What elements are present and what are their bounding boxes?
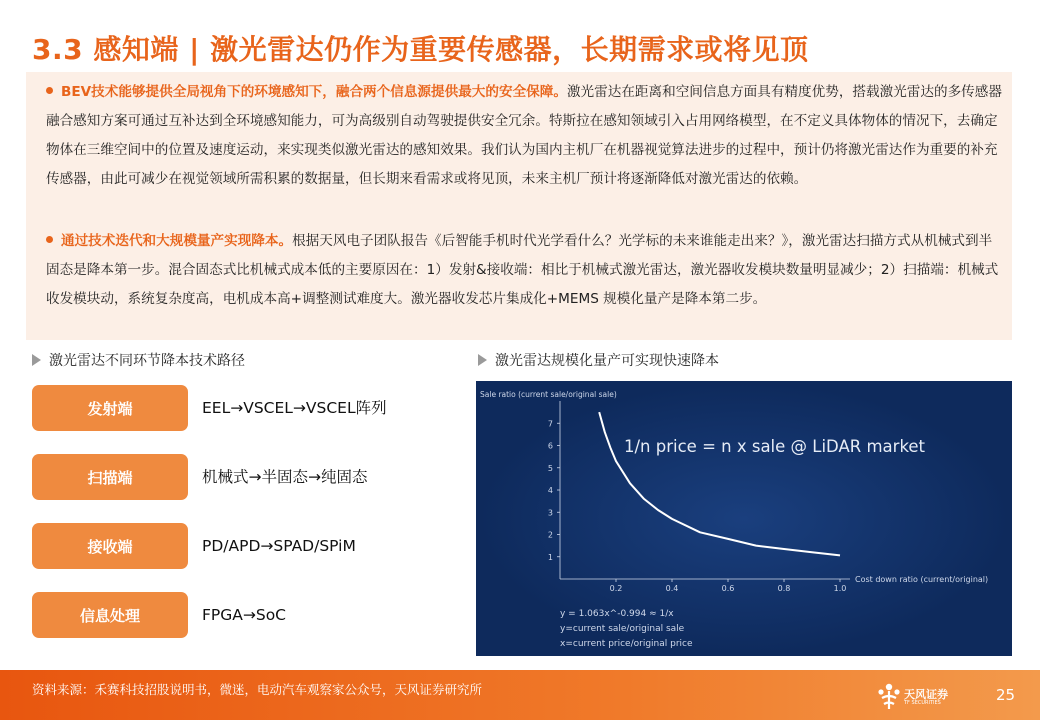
x-tick-label: 0.2 <box>609 584 623 593</box>
x-tick-label: 1.0 <box>833 584 847 593</box>
stage-path: PD/APD→SPAD/SPiM <box>202 537 356 555</box>
formula-line: x=current price/original price <box>560 639 693 649</box>
stage-label: 发射端 <box>32 385 188 431</box>
triangle-bullet-icon <box>478 354 487 366</box>
y-tick-label: 3 <box>547 508 553 518</box>
stage-row-processing <box>32 592 432 638</box>
y-tick-label: 2 <box>547 530 553 540</box>
stage-row-scanner <box>32 454 432 500</box>
bullet-dot <box>46 87 53 94</box>
chart-svg <box>476 381 1012 656</box>
series-line <box>599 412 840 555</box>
right-section-label-text: 激光雷达规模化量产可实现快速降本 <box>495 353 719 369</box>
stage-label: 扫描端 <box>32 454 188 500</box>
y-tick-label: 7 <box>547 419 553 429</box>
logo-text: 天风证券 <box>904 688 948 701</box>
tf-securities-logo <box>876 678 972 714</box>
y-tick-label: 5 <box>547 463 553 473</box>
logo-mark-icon <box>876 681 902 711</box>
y-tick-label: 1 <box>547 552 553 562</box>
paragraph-bev <box>46 78 1002 194</box>
chart-annotation: 1/n price = n x sale @ LiDAR market <box>624 437 926 456</box>
logo-subtext: TF SECURITIES <box>904 700 941 706</box>
bullet-dot <box>46 236 53 243</box>
stage-path: EEL→VSCEL→VSCEL阵列 <box>202 399 387 417</box>
stage-label: 接收端 <box>32 523 188 569</box>
y-tick-label: 4 <box>547 486 553 495</box>
source-note: 资料来源：禾赛科技招股说明书，微迷，电动汽车观察家公众号，天风证券研究所 <box>32 682 483 697</box>
y-tick-label: 6 <box>547 441 553 451</box>
footer-bar <box>0 670 1040 720</box>
paragraph-cost-down <box>46 227 1002 314</box>
x-tick-label: 0.8 <box>777 584 791 593</box>
formula-line: y=current sale/original sale <box>560 624 685 634</box>
stage-label: 信息处理 <box>32 592 188 638</box>
paragraph-cost-down-highlight: 通过技术迭代和大规模量产实现降本。 <box>61 233 293 249</box>
y-axis-label: Sale ratio (current sale/original sale) <box>480 390 617 399</box>
left-section-label-text: 激光雷达不同环节降本技术路径 <box>49 353 245 369</box>
x-tick-label: 0.6 <box>721 584 735 593</box>
paragraph-bev-text: 激光雷达在距离和空间信息方面具有精度优势，搭载激光雷达的多传感器融合感知方案可通过互补达到全环境感知能力，可为高级别自动驾驶提供安全冗余。特斯拉在感知领域引入占用网络模型，在不定义具体物体的情况下，去确定物体在三维空间中的位置及速度运动，来实现类似激光雷达的感知效果。我们认为国内主机厂在机器视觉算法进步的过程中，预计仍将激光雷达作为重要的补充传感器，由此可减少在视觉领域所需积累的数据量，但长期来看需求或将见顶，未来主机厂预计将逐渐降低对激光雷达的依赖。 <box>46 84 1002 187</box>
cost-down-chart <box>476 381 1012 656</box>
page-number: 25 <box>996 686 1016 704</box>
left-section-label <box>32 350 245 370</box>
paragraph-bev-highlight: BEV技术能够提供全局视角下的环境感知下，融合两个信息源提供最大的安全保障。 <box>61 84 567 100</box>
x-tick-label: 0.4 <box>665 584 679 593</box>
formula-line: y = 1.063x^-0.994 ≈ 1/x <box>560 609 674 619</box>
stage-row-receiver <box>32 523 432 569</box>
triangle-bullet-icon <box>32 354 41 366</box>
page-title: 3.3 感知端 | 激光雷达仍作为重要传感器，长期需求或将见顶 <box>32 33 809 66</box>
chart-series <box>599 412 840 555</box>
paragraph-cost-down-text: 根据天风电子团队报告《后智能手机时代光学看什么？光学标的未来谁能走出来？》，激光雷达扫描方式从机械式到半固态是降本第一步。混合固态式比机械式成本低的主要原因在：1）发射&接收端：相比于机械式激光雷达，激光器收发模块数量明显减少；2）扫描端：机械式收发模块动，系统复杂度高，电机成本高+调整测试难度大。激光器收发芯片集成化+MEMS 规模化量产是降本第二步。 <box>46 233 999 307</box>
summary-box <box>26 72 1012 340</box>
x-axis-label: Cost down ratio (current/original) <box>855 575 989 584</box>
stage-path: FPGA→SoC <box>202 606 287 624</box>
stage-path: 机械式→半固态→纯固态 <box>202 468 368 486</box>
stage-row-emitter <box>32 385 432 431</box>
right-section-label <box>478 350 719 370</box>
